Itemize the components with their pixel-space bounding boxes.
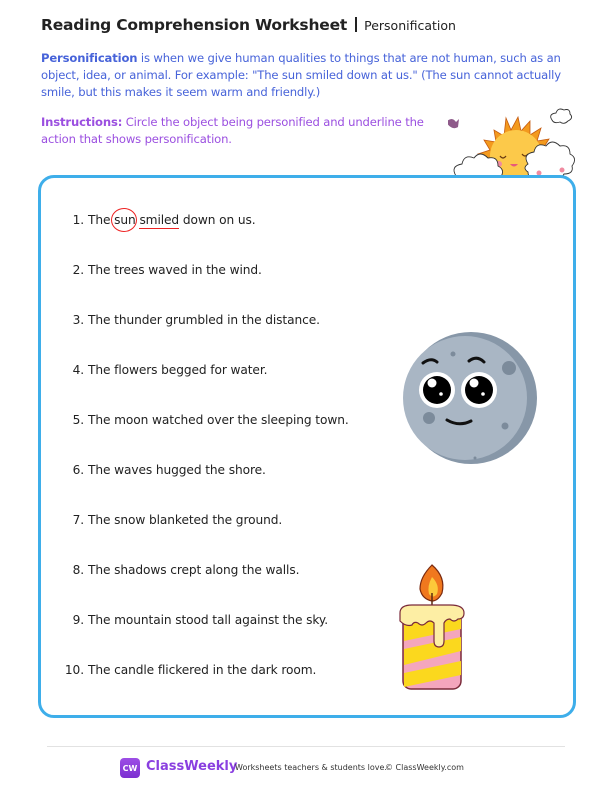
question-text[interactable]: The waves hugged the shore. bbox=[88, 463, 266, 477]
question-item bbox=[60, 663, 349, 713]
definition-term: Personification bbox=[41, 51, 138, 65]
question-number: 10. bbox=[64, 663, 84, 677]
moon-icon bbox=[403, 330, 539, 466]
instructions-label: Instructions: bbox=[41, 115, 123, 129]
question-text[interactable]: The mountain stood tall against the sky. bbox=[88, 613, 329, 627]
question-text[interactable]: The thunder grumbled in the distance. bbox=[88, 313, 320, 327]
classweekly-logo-icon[interactable]: CW bbox=[120, 758, 140, 778]
definition-paragraph bbox=[41, 50, 561, 101]
worksheet-topic: Personification bbox=[364, 18, 456, 33]
circled-subject: sun bbox=[114, 213, 136, 227]
question-number: 1. bbox=[72, 213, 84, 227]
underlined-action: smiled bbox=[139, 213, 180, 227]
question-item bbox=[60, 613, 349, 663]
question-list bbox=[60, 213, 349, 713]
instructions-paragraph bbox=[41, 114, 441, 148]
page-header bbox=[41, 15, 456, 34]
question-item bbox=[60, 263, 349, 313]
brand-name[interactable]: ClassWeekly bbox=[146, 759, 238, 774]
question-text: The sun smiled down on us. bbox=[88, 213, 256, 227]
question-item bbox=[60, 313, 349, 363]
bird-icon bbox=[448, 119, 459, 128]
question-item bbox=[60, 413, 349, 463]
question-number: 5. bbox=[72, 413, 84, 427]
title-divider bbox=[355, 17, 357, 32]
footer-divider bbox=[47, 746, 565, 747]
question-item bbox=[60, 363, 349, 413]
candle-icon bbox=[396, 563, 476, 693]
question-number: 8. bbox=[72, 563, 84, 577]
question-number: 7. bbox=[72, 513, 84, 527]
question-item bbox=[60, 513, 349, 563]
footer-copyright[interactable]: © ClassWeekly.com bbox=[385, 763, 464, 772]
definition-text: is when we give human qualities to things that are not human, such as an object, idea, or animal. For example: "The sun smiled down at us." (The sun cannot actually smile, but this makes it seem warm and friendly.) bbox=[41, 51, 561, 99]
question-item bbox=[60, 213, 349, 263]
instructions-text: Circle the object being personified and underline the action that shows personification. bbox=[41, 115, 424, 146]
question-text[interactable]: The trees waved in the wind. bbox=[88, 263, 262, 277]
question-text[interactable]: The flowers begged for water. bbox=[88, 363, 268, 377]
question-item bbox=[60, 563, 349, 613]
worksheet-title: Reading Comprehension Worksheet bbox=[41, 16, 348, 34]
question-text[interactable]: The snow blanketed the ground. bbox=[88, 513, 283, 527]
question-number: 6. bbox=[72, 463, 84, 477]
question-text[interactable]: The moon watched over the sleeping town. bbox=[88, 413, 349, 427]
question-number: 4. bbox=[72, 363, 84, 377]
question-number: 2. bbox=[72, 263, 84, 277]
question-text[interactable]: The shadows crept along the walls. bbox=[88, 563, 300, 577]
question-number: 3. bbox=[72, 313, 84, 327]
question-item bbox=[60, 463, 349, 513]
question-text[interactable]: The candle flickered in the dark room. bbox=[88, 663, 317, 677]
question-number: 9. bbox=[72, 613, 84, 627]
footer-tagline: Worksheets teachers & students love. bbox=[235, 763, 387, 772]
